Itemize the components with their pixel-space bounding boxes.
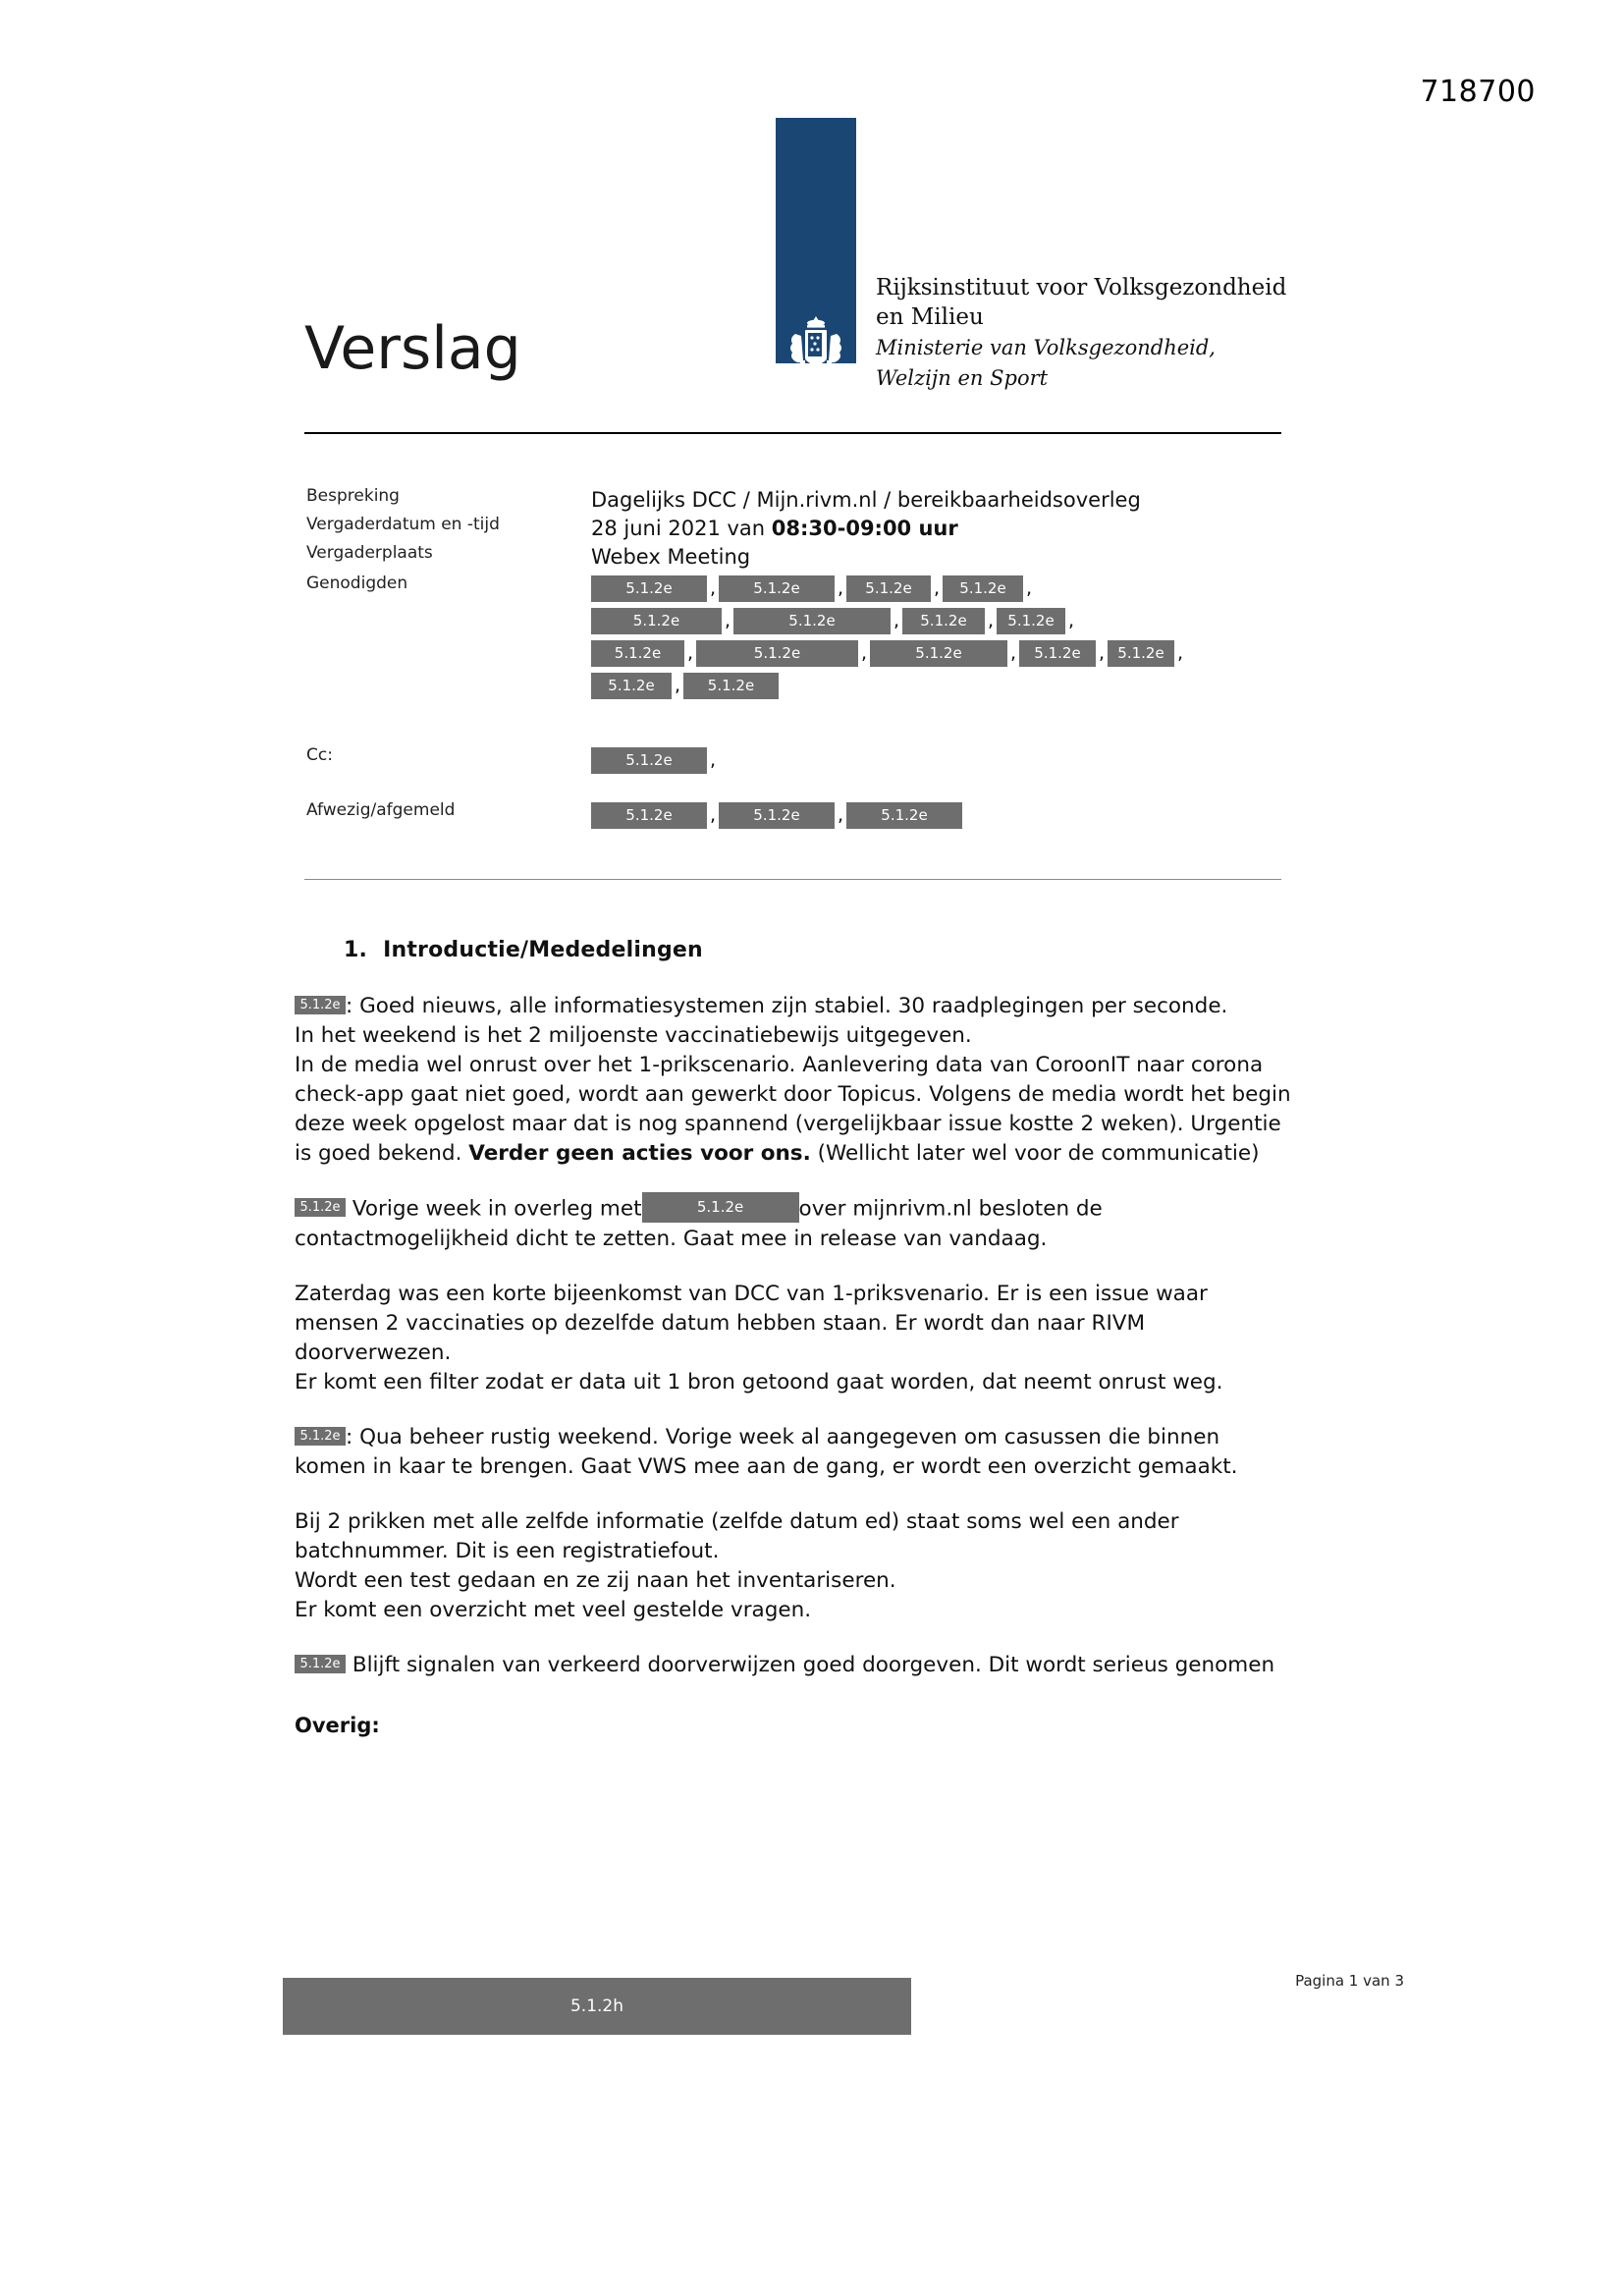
datum-prefix: 28 juni 2021 van [591,517,772,540]
meta-row-plaats [306,543,1288,572]
body-paragraph: Bij 2 prikken met alle zelfde informatie (zelfde datum ed) staat soms wel een ander batchnummer. Dit is een registratiefout. Wordt een test gedaan en ze zij naan het inventariseren. Er komt een overzicht met veel gestelde vragen. [295,1509,1179,1622]
logo-ministry-line2: Welzijn en Sport [876,366,1049,390]
redaction-separator: , [987,610,995,631]
meeting-metadata [306,486,1288,830]
redaction-block: 5.1.2e [591,608,722,634]
logo-organisation-line1: Rijksinstituut voor Volksgezondheid [876,275,1287,301]
redaction-block: 5.1.2e [902,608,985,634]
body-paragraph: 5.1.2e Vorige week in overleg met 5.1.2e over mijnrivm.nl besloten de contactmogelijkheid dicht te zetten. Gaat mee in release van vandaag. [295,1194,1296,1254]
redaction-separator: , [860,642,868,664]
redaction-block: 5.1.2e [943,575,1023,602]
redaction-block: 5.1.2e [591,673,672,699]
genodigden-redaction-list [591,574,1288,700]
meta-value-plaats: Webex Meeting [591,545,751,569]
sub-heading-overig: Overig: [295,1714,380,1737]
genodigden-row [591,638,1288,668]
redaction-block: 5.1.2e [733,608,891,634]
redaction-block: 5.1.2e [846,575,931,602]
redaction-block: 5.1.2e [591,802,707,829]
paragraph-list [295,992,1296,1680]
redaction-separator: , [709,577,717,599]
meta-label-afwezig: Afwezig/afgemeld [306,800,456,820]
redaction-block: 5.1.2e [719,575,835,602]
body-paragraph: Zaterdag was een korte bijeenkomst van DCC van 1-priksvenario. Er is een issue waar mensen 2 vaccinaties op dezelfde datum hebben staan. Er wordt dan naar RIVM doorverwezen. Er komt een filter zodat er data uit 1 bron getoond gaat worden, dat neemt onrust weg. [295,1282,1223,1394]
redaction-separator: , [686,642,694,664]
meta-row-datum [306,515,1288,543]
afwezig-redaction-list [591,800,1288,830]
redaction-separator: , [893,610,900,631]
inline-redaction-block: 5.1.2e [295,996,346,1014]
redaction-separator: , [933,577,941,599]
genodigden-row [591,574,1288,603]
section-heading-introductie [344,938,1296,962]
genodigden-row [591,606,1288,635]
redaction-block: 5.1.2e [1019,640,1096,667]
meta-row-genodigden [306,574,1288,700]
redaction-separator: , [1098,642,1106,664]
inline-redaction-block: 5.1.2e [295,1427,346,1446]
emphasised-text: Verder geen acties voor ons. [468,1141,811,1166]
redaction-block: 5.1.2e [846,802,962,829]
inline-redaction-block: 5.1.2e [295,1198,346,1217]
redaction-block: 5.1.2e [591,747,707,774]
body-paragraph: 5.1.2e : Goed nieuws, alle informatiesystemen zijn stabiel. 30 raadplegingen per seconde. In het weekend is het 2 miljoenste vaccinatiebewijs uitgegeven. In de media wel onrust over het 1-prikscenario. Aanlevering data van CoroonIT naar corona check-app gaat niet goed, wordt aan gewerkt door Topicus. Volgens de media wordt het begin deze week opgelost maar dat is nog spannend (vergelijkbaar issue kostte 2 weken). Urgentie is goed bekend. Verder geen acties voor ons. (Wellicht later wel voor de communicatie) [295,994,1291,1166]
redaction-separator: , [709,749,717,771]
rivm-logo [776,118,1326,403]
redaction-block: 5.1.2e [591,575,707,602]
meta-label-datum: Vergaderdatum en -tijd [306,515,500,534]
body-paragraph: 5.1.2e : Qua beheer rustig weekend. Vorige week al aangegeven om casussen die binnen komen in kaar te brengen. Gaat VWS mee aan de gang, er wordt een overzicht gemaakt. [295,1425,1238,1479]
logo-organisation-line2: en Milieu [876,304,984,330]
logo-text-block [876,273,1286,393]
meta-label-bespreking: Bespreking [306,486,400,506]
section-number: 1. [344,938,368,962]
document-number: 718700 [1420,75,1536,109]
body-paragraph: 5.1.2e Blijft signalen van verkeerd doorverwijzen goed doorgeven. Dit wordt serieus genomen [295,1651,1296,1680]
meta-row-afwezig [306,800,1288,830]
meta-label-cc: Cc: [306,745,333,765]
redaction-block: 5.1.2e [591,640,684,667]
dutch-coat-of-arms-icon [782,312,850,391]
meta-value-datum [591,515,1288,543]
redaction-separator: , [1009,642,1017,664]
redaction-separator: , [1176,642,1184,664]
logo-ministry-line1: Ministerie van Volksgezondheid, [876,336,1216,359]
cc-redaction-list [591,745,1288,775]
section-title: Introductie/Mededelingen [383,938,703,962]
document-body [295,938,1296,1737]
redaction-block: 5.1.2e [1108,640,1174,667]
footer-page-number: Pagina 1 van 3 [1295,1972,1404,1990]
header-divider [304,432,1281,434]
datum-time: 08:30-09:00 uur [771,517,958,540]
redaction-separator: , [837,804,844,826]
redaction-separator: , [709,804,717,826]
page-title: Verslag [304,314,521,383]
genodigden-row [591,671,1288,700]
redaction-separator: , [674,675,681,696]
footer-redaction-block: 5.1.2h [283,1978,911,2035]
redaction-separator: , [1025,577,1033,599]
inline-redaction-block: 5.1.2e [295,1655,346,1673]
redaction-block: 5.1.2e [683,673,779,699]
meta-value-bespreking: Dagelijks DCC / Mijn.rivm.nl / bereikbaarheidsoverleg [591,488,1141,512]
redaction-separator: , [1067,610,1075,631]
meta-row-cc [306,745,1288,775]
inline-redaction-block: 5.1.2e [642,1192,799,1223]
redaction-separator: , [724,610,731,631]
redaction-separator: , [837,577,844,599]
meta-row-bespreking [306,486,1288,515]
redaction-block: 5.1.2e [696,640,858,667]
meta-label-genodigden: Genodigden [306,574,408,593]
redaction-block: 5.1.2e [719,802,835,829]
redaction-block: 5.1.2e [997,608,1065,634]
meta-label-plaats: Vergaderplaats [306,543,433,563]
redaction-block: 5.1.2e [870,640,1007,667]
content-divider [304,879,1281,880]
